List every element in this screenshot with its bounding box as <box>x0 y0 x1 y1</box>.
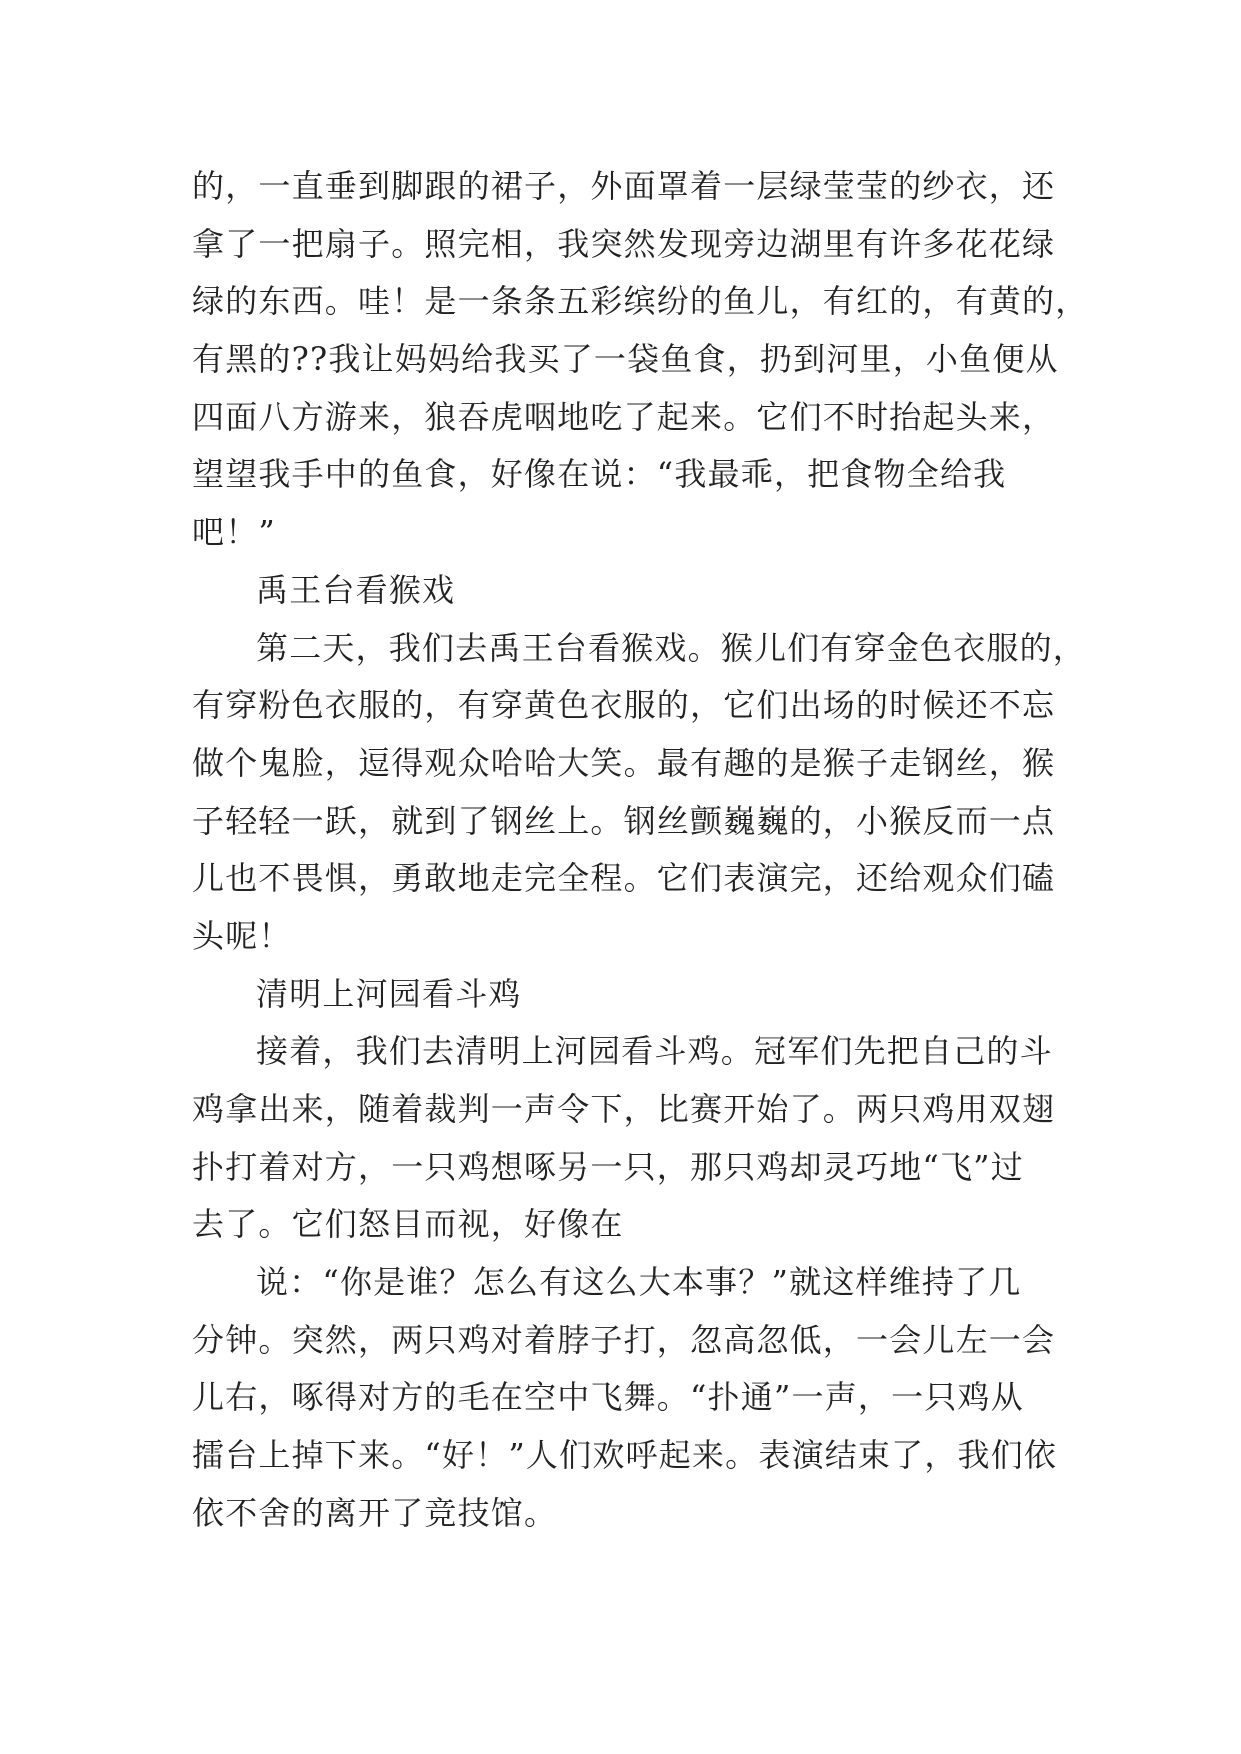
text-line: 第二天，我们去禹王台看猴戏。猴儿们有穿金色衣服的， <box>256 628 1087 667</box>
text-line: 子轻轻一跃，就到了钢丝上。钢丝颤巍巍的，小猴反而一点 <box>192 801 1056 840</box>
text-line: 做个鬼脸，逗得观众哈哈大笑。最有趣的是猴子走钢丝，猴 <box>192 743 1056 782</box>
text-line: 有黑的??我让妈妈给我买了一袋鱼食，扔到河里，小鱼便从 <box>192 340 1059 379</box>
text-line: 去了。它们怒目而视，好像在 <box>192 1205 624 1244</box>
text-line: 鸡拿出来，随着裁判一声令下，比赛开始了。两只鸡用双翅 <box>192 1090 1056 1128</box>
text-line: 说：“你是谁？怎么有这么大本事？”就这样维持了几 <box>256 1263 1022 1302</box>
text-line: 儿右，啄得对方的毛在空中飞舞。“扑通”一声，一只鸡从 <box>192 1378 1024 1417</box>
text-line: 头呢！ <box>192 916 292 955</box>
text-line: 绿的东西。哇！是一条条五彩缤纷的鱼儿，有红的，有黄的， <box>192 282 1089 321</box>
text-line: 拿了一把扇子。照完相，我突然发现旁边湖里有许多花花绿 <box>192 224 1056 263</box>
text-line: 分钟。突然，两只鸡对着脖子打，忽高忽低，一会儿左一会 <box>192 1320 1056 1359</box>
section-heading: 禹王台看猴戏 <box>256 570 456 609</box>
text-line: 四面八方游来，狼吞虎咽地吃了起来。它们不时抬起头来， <box>192 397 1056 436</box>
body-text <box>192 158 1089 1543</box>
text-line: 儿也不畏惧，勇敢地走完全程。它们表演完，还给观众们磕 <box>192 859 1056 898</box>
text-line: 接着，我们去清明上河园看斗鸡。冠军们先把自己的斗 <box>256 1032 1053 1071</box>
text-line: 吧！” <box>192 513 276 552</box>
text-line: 依不舍的离开了竞技馆。 <box>192 1493 558 1532</box>
section-heading: 清明上河园看斗鸡 <box>256 974 522 1013</box>
text-line: 的，一直垂到脚跟的裙子，外面罩着一层绿莹莹的纱衣，还 <box>192 167 1056 205</box>
text-line: 擂台上掉下来。“好！”人们欢呼起来。表演结束了，我们依 <box>192 1436 1058 1475</box>
text-line: 有穿粉色衣服的，有穿黄色衣服的，它们出场的时候还不忘 <box>192 686 1056 725</box>
text-line: 望望我手中的鱼食，好像在说：“我最乖，把食物全给我 <box>192 455 1007 494</box>
text-line: 扑打着对方，一只鸡想啄另一只，那只鸡却灵巧地“飞”过 <box>192 1147 1024 1186</box>
